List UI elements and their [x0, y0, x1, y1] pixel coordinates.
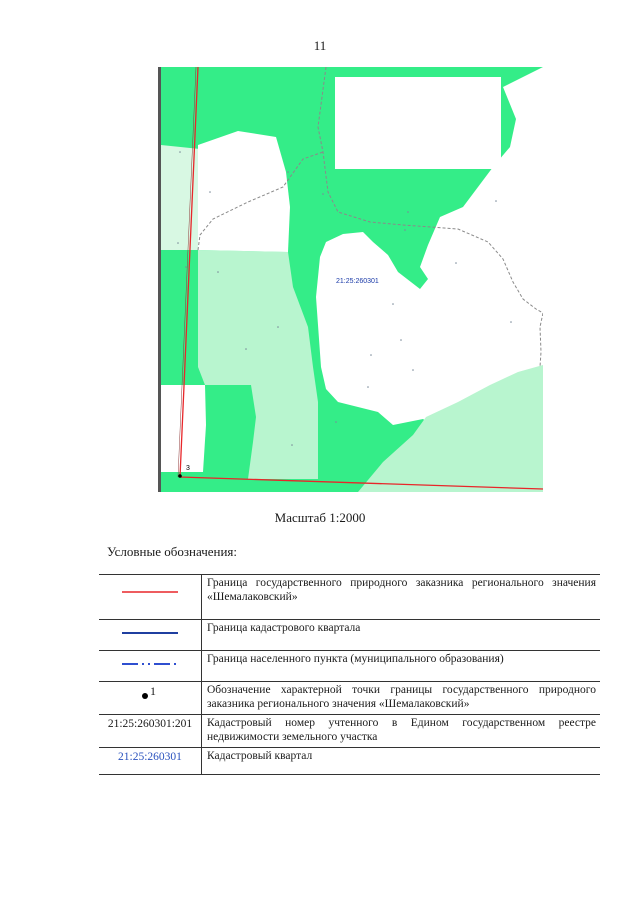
legend-symbol-cell	[99, 715, 202, 748]
white-parcel-top-middle	[198, 131, 290, 252]
legend-table	[99, 574, 600, 775]
legend-title: Условные обозначения:	[107, 544, 238, 559]
map-svg	[158, 67, 543, 492]
legend-row	[99, 748, 600, 775]
white-block-top-right	[335, 77, 501, 169]
legend-description: Граница государственного природного заказника регионального значения «Шемалаковский»	[202, 575, 601, 620]
legend-description: Граница населенного пункта (муниципального образования)	[202, 651, 601, 682]
page-number: 11	[313, 38, 327, 53]
legend-description: Кадастровый квартал	[202, 748, 601, 775]
scale-caption: Масштаб 1:2000	[274, 510, 366, 525]
legend-row	[99, 715, 600, 748]
blue-line-symbol	[122, 631, 178, 635]
legend-description: Кадастровый номер учтенного в Едином государственном реестре недвижимости земельного участка	[202, 715, 601, 748]
point-dot-icon	[142, 693, 148, 699]
legend-description: Обозначение характерной точки границы государственного природного заказника регионального значения «Шемалаковский»	[202, 682, 601, 715]
boundary-point-label: 3	[186, 465, 190, 472]
legend-symbol-cell	[99, 682, 202, 715]
legend-row	[99, 682, 600, 715]
legend-row	[99, 575, 600, 620]
red-line-symbol	[122, 590, 178, 594]
quarter-number-symbol: 21:25:260301	[118, 751, 182, 763]
legend-symbol-cell	[99, 620, 202, 651]
cadastral-quarter-label: 21:25:260301	[336, 278, 379, 285]
legend-description: Граница кадастрового квартала	[202, 620, 601, 651]
legend-symbol-cell	[99, 651, 202, 682]
cadastral-map	[158, 67, 543, 492]
legend-symbol-cell	[99, 575, 202, 620]
map-left-border	[158, 67, 161, 492]
dash-dot-line-symbol	[122, 662, 178, 666]
legend-row	[99, 651, 600, 682]
legend-row	[99, 620, 600, 651]
boundary-point	[178, 474, 182, 478]
point-symbol-number: 1	[150, 684, 156, 698]
legend-symbol-cell	[99, 748, 202, 775]
point-symbol	[140, 685, 160, 703]
parcel-number-symbol: 21:25:260301:201	[107, 718, 193, 730]
